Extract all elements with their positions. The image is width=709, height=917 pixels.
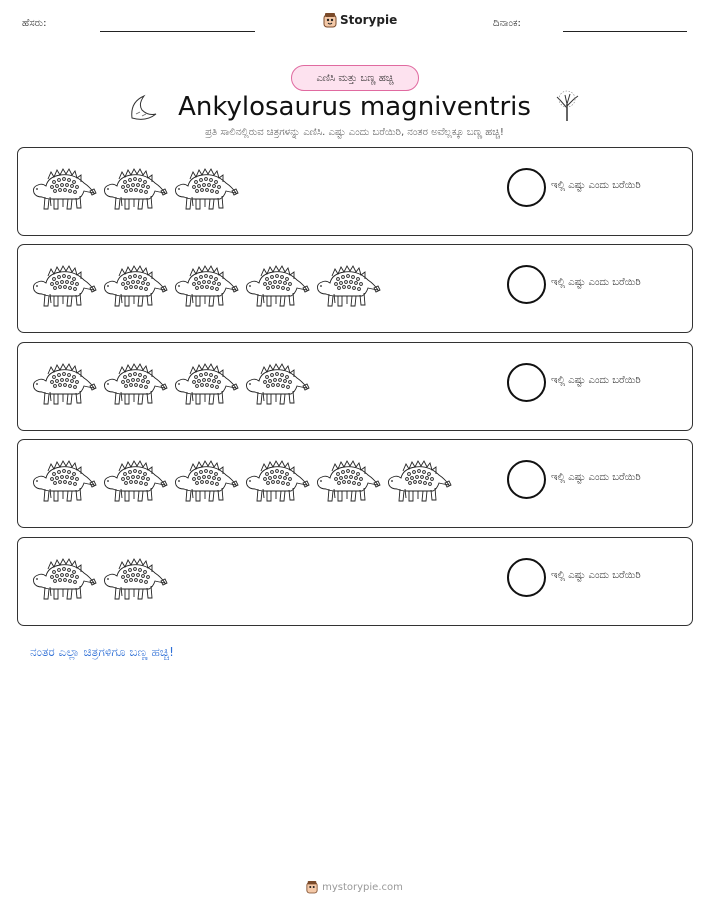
dino-group xyxy=(30,358,310,408)
count-row-1 xyxy=(17,147,693,236)
date-label: ದಿನಾಂಕ: xyxy=(493,18,521,29)
ankylosaurus-icon xyxy=(30,455,97,505)
instructions: ಪ್ರತಿ ಸಾಲಿನಲ್ಲಿರುವ ಚಿತ್ರಗಳನ್ನು ಎಣಿಸಿ. ಎಷ್ಟು ಎಂದು ಬರೆಯಿರಿ, ನಂತರ ಅವೆಲ್ಲಕ್ಕೂ ಬಣ್ಣ ಹಚ್ಚಿ! xyxy=(205,127,504,138)
dino-group xyxy=(30,163,239,213)
count-row-5 xyxy=(17,537,693,626)
tree-icon xyxy=(554,90,580,122)
ankylosaurus-icon xyxy=(172,455,239,505)
answer-label: ಇಲ್ಲಿ ಎಷ್ಟು ಎಂದು ಬರೆಯಿರಿ xyxy=(551,180,641,191)
ankylosaurus-icon xyxy=(101,455,168,505)
ankylosaurus-icon xyxy=(314,455,381,505)
name-label: ಹೆಸರು: xyxy=(22,18,47,29)
activity-badge: ಎಣಿಸಿ ಮತ್ತು ಬಣ್ಣ ಹಚ್ಚಿ xyxy=(291,65,419,91)
ankylosaurus-icon xyxy=(30,260,97,310)
color-note: ನಂತರ ಎಲ್ಲಾ ಚಿತ್ರಗಳಿಗೂ ಬಣ್ಣ ಹಚ್ಚಿ! xyxy=(30,645,174,659)
answer-circle[interactable] xyxy=(507,168,546,207)
dino-group xyxy=(30,553,168,603)
count-row-4 xyxy=(17,439,693,528)
ankylosaurus-icon xyxy=(101,553,168,603)
ankylosaurus-icon xyxy=(243,260,310,310)
name-line xyxy=(100,31,255,32)
ankylosaurus-icon xyxy=(30,358,97,408)
ankylosaurus-icon xyxy=(101,163,168,213)
ankylosaurus-icon xyxy=(101,260,168,310)
worksheet-header xyxy=(0,12,709,36)
answer-circle[interactable] xyxy=(507,265,546,304)
ankylosaurus-icon xyxy=(172,163,239,213)
answer-circle[interactable] xyxy=(507,363,546,402)
ankylosaurus-icon xyxy=(314,260,381,310)
dino-group xyxy=(30,260,381,310)
brand-name: Storypie xyxy=(340,13,398,27)
ankylosaurus-icon xyxy=(30,553,97,603)
ankylosaurus-icon xyxy=(243,358,310,408)
answer-label: ಇಲ್ಲಿ ಎಷ್ಟು ಎಂದು ಬರೆಯಿರಿ xyxy=(551,277,641,288)
ankylosaurus-icon xyxy=(385,455,452,505)
ankylosaurus-icon xyxy=(30,163,97,213)
answer-label: ಇಲ್ಲಿ ಎಷ್ಟು ಎಂದು ಬರೆಯಿರಿ xyxy=(551,570,641,581)
ankylosaurus-icon xyxy=(101,358,168,408)
storypie-mascot-icon xyxy=(323,12,337,28)
date-line xyxy=(563,31,687,32)
count-row-2 xyxy=(17,244,693,333)
storypie-mascot-icon xyxy=(306,880,318,894)
answer-label: ಇಲ್ಲಿ ಎಷ್ಟು ಎಂದು ಬರೆಯಿರಿ xyxy=(551,472,641,483)
answer-circle[interactable] xyxy=(507,558,546,597)
brand-logo xyxy=(323,12,397,28)
site-footer xyxy=(0,880,709,894)
ankylosaurus-icon xyxy=(172,260,239,310)
page-title: Ankylosaurus magniventris xyxy=(178,92,531,122)
count-row-3 xyxy=(17,342,693,431)
ankylosaurus-icon xyxy=(243,455,310,505)
site-url: mystorypie.com xyxy=(322,881,403,893)
answer-circle[interactable] xyxy=(507,460,546,499)
ankylosaurus-icon xyxy=(172,358,239,408)
answer-label: ಇಲ್ಲಿ ಎಷ್ಟು ಎಂದು ಬರೆಯಿರಿ xyxy=(551,375,641,386)
dino-group xyxy=(30,455,452,505)
